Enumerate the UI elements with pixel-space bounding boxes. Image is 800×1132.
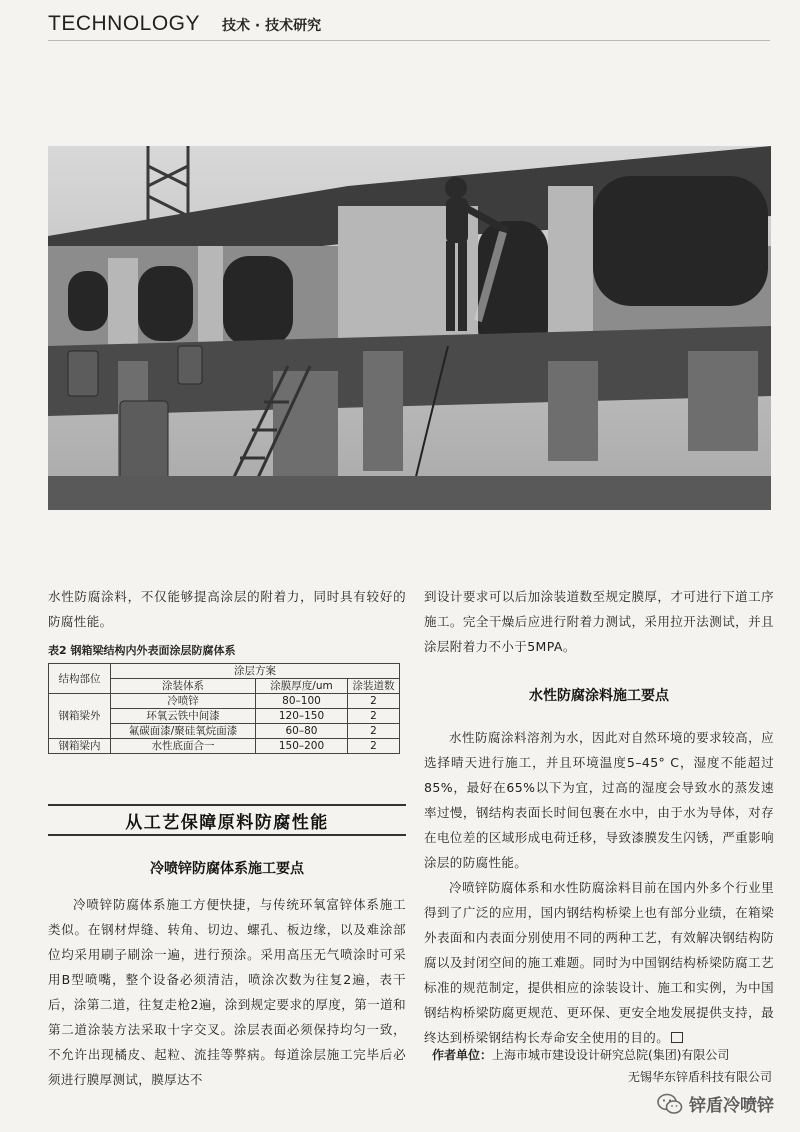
- end-mark-icon: [671, 1032, 683, 1043]
- body-paragraph: 冷喷锌防腐体系施工方便快捷，与传统环氧富锌体系施工类似。在钢材焊缝、转角、切边、螺孔、板边缘，以及难涂部位均采用刷子刷涂一遍，进行预涂。采用高压无气喷涂时可采用B型喷嘴，整个设备必须清洁，喷涂次数为往复2遍，表干后，涂第二道，往复走枪2遍，涂到规定要求的厚度，第一道和第二道涂装方法采取十字交叉。涂层表面必须保持均匀一致，不允许出现橘皮、起粒、流挂等弊病。每道涂层施工完毕后必须进行膜厚测试，膜厚达不: [48, 897, 406, 1087]
- cell-thickness: 80–100: [256, 694, 348, 709]
- section-label: 技术 · 技术研究: [222, 18, 322, 34]
- cell-system: 环氧云铁中间漆: [111, 709, 256, 724]
- right-column: [424, 584, 774, 1050]
- running-header: [48, 12, 321, 36]
- header-scheme: 涂层方案: [111, 664, 400, 679]
- table-row: [49, 694, 400, 709]
- cell-system: 冷喷锌: [111, 694, 256, 709]
- author-label: 作者单位：: [432, 1048, 493, 1062]
- header-passes: 涂装道数: [348, 679, 400, 694]
- conclusion-paragraph: [424, 875, 774, 1050]
- construction-photo: [48, 146, 771, 510]
- cell-passes: 2: [348, 724, 400, 739]
- watermark-text: 锌盾冷喷锌: [689, 1096, 774, 1116]
- cell-passes: 2: [348, 739, 400, 754]
- coating-table: [48, 663, 400, 754]
- table-row: [49, 739, 400, 754]
- cell-passes: 2: [348, 694, 400, 709]
- cell-system: 水性底面合一: [111, 739, 256, 754]
- wechat-icon: [657, 1093, 683, 1115]
- cell-thickness: 150–200: [256, 739, 348, 754]
- table-caption: 表2 钢箱梁结构内外表面涂层防腐体系: [48, 644, 236, 657]
- section-banner: 从工艺保障原料防腐性能: [48, 804, 406, 836]
- author-block: [432, 1044, 772, 1088]
- header-system: 涂装体系: [111, 679, 256, 694]
- cell-system: 氟碳面漆/聚硅氧烷面漆: [111, 724, 256, 739]
- header-part: 结构部位: [49, 664, 111, 694]
- left-column: [48, 584, 406, 1092]
- author-line: [432, 1044, 772, 1066]
- continued-paragraph: 到设计要求可以后加涂装道数至规定膜厚，才可进行下道工序施工。完全干燥后应进行附着力测试，采用拉开法测试，并且涂层附着力不小于5MPA。: [424, 589, 774, 654]
- conclusion-text: 冷喷锌防腐体系和水性防腐涂料目前在国内外多个行业里得到了广泛的应用，国内钢结构桥梁上也有部分业绩，在箱梁外表面和内表面分别使用不同的两种工艺，有效解决钢结构防腐以及封闭空间的施工难题。同时为中国钢结构桥梁防腐工艺标准的规范制定，提供相应的涂装设计、施工和实例，为中国钢结构桥梁防腐更规范、更环保、更安全地发展提供支持，最终达到桥梁钢结构长寿命安全使用的目的。: [424, 880, 774, 1045]
- group-inner: 钢箱梁内: [49, 739, 111, 754]
- cell-thickness: 120–150: [256, 709, 348, 724]
- intro-paragraph: 水性防腐涂料，不仅能够提高涂层的附着力，同时具有较好的防腐性能。: [48, 589, 406, 629]
- group-outer: 钢箱梁外: [49, 694, 111, 739]
- cell-thickness: 60–80: [256, 724, 348, 739]
- body-paragraph: 水性防腐涂料溶剂为水，因此对自然环境的要求较高，应选择晴天进行施工，并且环境温度5–45° C，湿度不能超过85%，最好在65%以下为宜，过高的湿度会导致水的蒸发速率过慢，钢结构表面长时间包裹在水中，由于水为导体，对存在电位差的区域形成电荷迁移，导致漆膜发生闪锈，严重影响涂层的防腐性能。: [424, 730, 774, 870]
- author-org-1: 上海市城市建设设计研究总院(集团)有限公司: [492, 1048, 730, 1062]
- brand-title: TECHNOLOGY: [48, 12, 201, 35]
- wechat-watermark: [657, 1091, 774, 1116]
- author-org-2: 无锡华东锌盾科技有限公司: [627, 1070, 772, 1084]
- table-header-row: [49, 664, 400, 679]
- header-thickness: 涂膜厚度/um: [256, 679, 348, 694]
- subheading-waterborne-coating: 水性防腐涂料施工要点: [529, 688, 669, 704]
- subheading-cold-spray-zinc: 冷喷锌防腐体系施工要点: [150, 861, 304, 877]
- header-divider: [48, 40, 770, 41]
- cell-passes: 2: [348, 709, 400, 724]
